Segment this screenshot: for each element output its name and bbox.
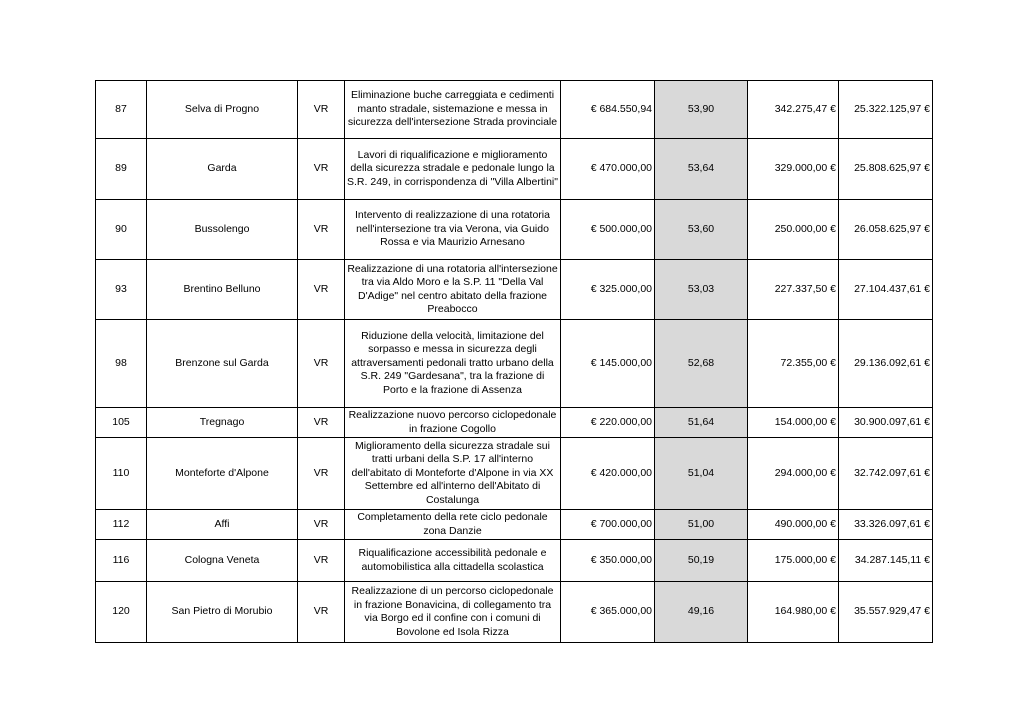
amount-cell: € 220.000,00 (561, 408, 655, 438)
province-cell: VR (298, 582, 345, 643)
rank-cell: 110 (96, 438, 147, 510)
amount-cell: € 145.000,00 (561, 320, 655, 408)
contribution-cell: 250.000,00 € (748, 200, 839, 260)
cumulative-cell: 30.900.097,61 € (839, 408, 933, 438)
amount-cell: € 365.000,00 (561, 582, 655, 643)
contribution-cell: 227.337,50 € (748, 260, 839, 320)
rank-cell: 112 (96, 510, 147, 540)
rank-cell: 105 (96, 408, 147, 438)
table-row (96, 320, 933, 408)
description-cell: Completamento della rete ciclo pedonale zona Danzie (345, 510, 561, 540)
municipality-cell: Affi (147, 510, 298, 540)
table-row (96, 540, 933, 582)
description-cell: Eliminazione buche carreggiata e cedimenti manto stradale, sistemazione e messa in sicurezza dell'intersezione Strada provinciale (345, 81, 561, 139)
cumulative-cell: 35.557.929,47 € (839, 582, 933, 643)
cumulative-cell: 25.322.125,97 € (839, 81, 933, 139)
municipality-cell: Selva di Progno (147, 81, 298, 139)
rank-cell: 90 (96, 200, 147, 260)
score-cell: 53,64 (655, 139, 748, 200)
cumulative-cell: 33.326.097,61 € (839, 510, 933, 540)
province-cell: VR (298, 510, 345, 540)
table-row (96, 438, 933, 510)
score-cell: 51,00 (655, 510, 748, 540)
municipality-cell: Bussolengo (147, 200, 298, 260)
cumulative-cell: 25.808.625,97 € (839, 139, 933, 200)
rank-cell: 89 (96, 139, 147, 200)
amount-cell: € 350.000,00 (561, 540, 655, 582)
score-cell: 51,64 (655, 408, 748, 438)
cumulative-cell: 26.058.625,97 € (839, 200, 933, 260)
cumulative-cell: 29.136.092,61 € (839, 320, 933, 408)
municipality-cell: Brenzone sul Garda (147, 320, 298, 408)
province-cell: VR (298, 81, 345, 139)
score-cell: 50,19 (655, 540, 748, 582)
rank-cell: 98 (96, 320, 147, 408)
description-cell: Realizzazione nuovo percorso ciclopedonale in frazione Cogollo (345, 408, 561, 438)
province-cell: VR (298, 408, 345, 438)
table-row (96, 510, 933, 540)
table-row (96, 200, 933, 260)
cumulative-cell: 34.287.145,11 € (839, 540, 933, 582)
rank-cell: 87 (96, 81, 147, 139)
province-cell: VR (298, 438, 345, 510)
table-row (96, 81, 933, 139)
province-cell: VR (298, 260, 345, 320)
contribution-cell: 342.275,47 € (748, 81, 839, 139)
rank-cell: 120 (96, 582, 147, 643)
table-row (96, 408, 933, 438)
municipality-cell: San Pietro di Morubio (147, 582, 298, 643)
score-cell: 49,16 (655, 582, 748, 643)
score-cell: 52,68 (655, 320, 748, 408)
municipality-cell: Tregnago (147, 408, 298, 438)
cumulative-cell: 32.742.097,61 € (839, 438, 933, 510)
contribution-cell: 72.355,00 € (748, 320, 839, 408)
rank-cell: 116 (96, 540, 147, 582)
amount-cell: € 470.000,00 (561, 139, 655, 200)
description-cell: Intervento di realizzazione di una rotatoria nell'intersezione tra via Verona, via Guido Rossa e via Maurizio Arnesano (345, 200, 561, 260)
description-cell: Miglioramento della sicurezza stradale sui tratti urbani della S.P. 17 all'interno dell'abitato di Monteforte d'Alpone in via XX Settembre ed all'interno dell'Abitato di Costalunga (345, 438, 561, 510)
amount-cell: € 684.550,94 (561, 81, 655, 139)
score-cell: 53,03 (655, 260, 748, 320)
municipality-cell: Monteforte d'Alpone (147, 438, 298, 510)
municipality-cell: Cologna Veneta (147, 540, 298, 582)
description-cell: Riqualificazione accessibilità pedonale e automobilistica alla cittadella scolastica (345, 540, 561, 582)
contribution-cell: 164.980,00 € (748, 582, 839, 643)
province-cell: VR (298, 320, 345, 408)
score-cell: 51,04 (655, 438, 748, 510)
contribution-cell: 175.000,00 € (748, 540, 839, 582)
table-row (96, 139, 933, 200)
cumulative-cell: 27.104.437,61 € (839, 260, 933, 320)
description-cell: Realizzazione di un percorso ciclopedonale in frazione Bonavicina, di collegamento tra via Borgo ed il confine con i comuni di Bovolone ed Isola Rizza (345, 582, 561, 643)
contribution-cell: 294.000,00 € (748, 438, 839, 510)
description-cell: Lavori di riqualificazione e miglioramento della sicurezza stradale e pedonale lungo la S.R. 249, in corrispondenza di "Villa Albertini" (345, 139, 561, 200)
contribution-cell: 490.000,00 € (748, 510, 839, 540)
amount-cell: € 700.000,00 (561, 510, 655, 540)
score-cell: 53,90 (655, 81, 748, 139)
amount-cell: € 420.000,00 (561, 438, 655, 510)
description-cell: Riduzione della velocità, limitazione del sorpasso e messa in sicurezza degli attraversamenti pedonali tratto urbano della S.R. 249 "Gardesana", tra la frazione di Porto e la frazione di Assenza (345, 320, 561, 408)
table-row (96, 260, 933, 320)
municipality-cell: Garda (147, 139, 298, 200)
rank-cell: 93 (96, 260, 147, 320)
table-body (96, 81, 933, 643)
municipality-cell: Brentino Belluno (147, 260, 298, 320)
amount-cell: € 325.000,00 (561, 260, 655, 320)
score-cell: 53,60 (655, 200, 748, 260)
province-cell: VR (298, 139, 345, 200)
province-cell: VR (298, 200, 345, 260)
amount-cell: € 500.000,00 (561, 200, 655, 260)
table-row (96, 582, 933, 643)
contribution-cell: 154.000,00 € (748, 408, 839, 438)
projects-table (95, 80, 933, 643)
province-cell: VR (298, 540, 345, 582)
contribution-cell: 329.000,00 € (748, 139, 839, 200)
description-cell: Realizzazione di una rotatoria all'intersezione tra via Aldo Moro e la S.P. 11 "Della Val D'Adige" nel centro abitato della frazione Preabocco (345, 260, 561, 320)
